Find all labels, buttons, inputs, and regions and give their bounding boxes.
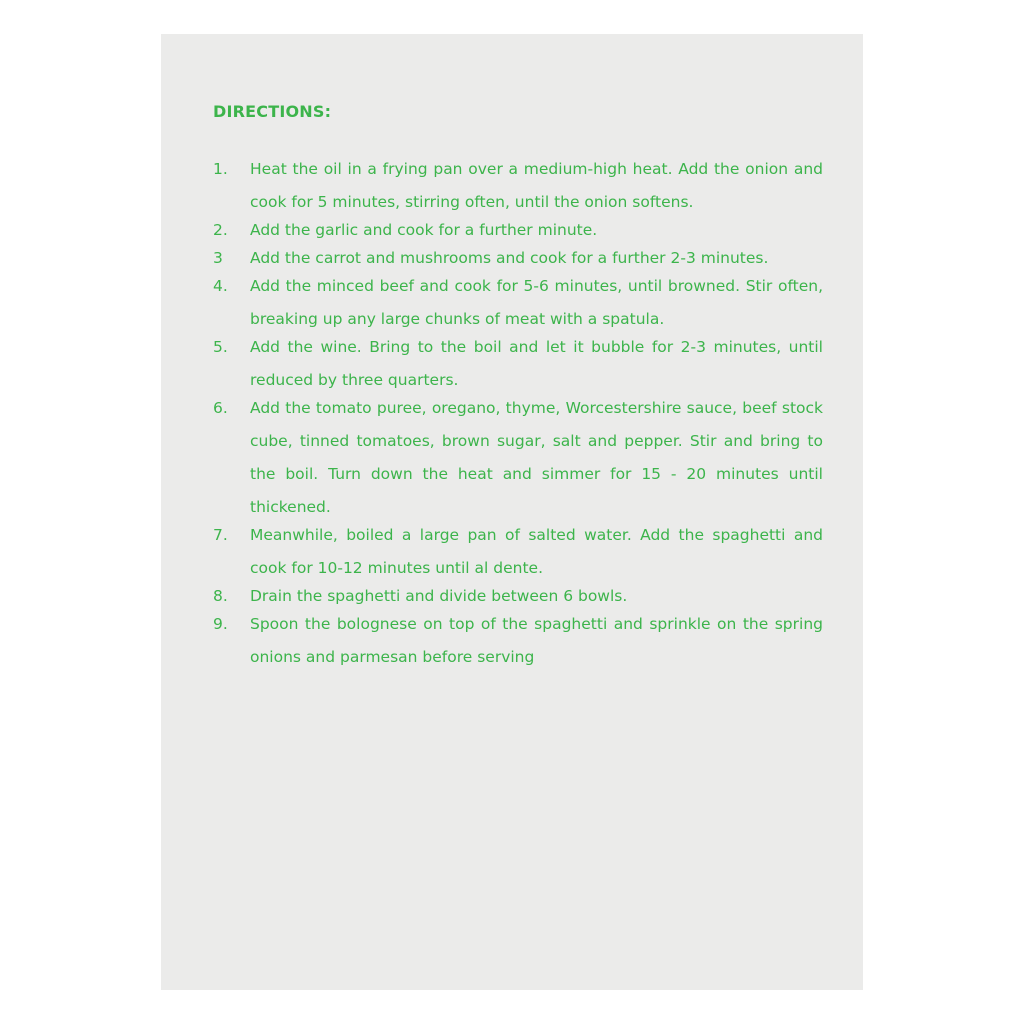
step-text: Spoon the bolognese on top of the spaghetti and sprinkle on the spring onions and parmesan before serving xyxy=(250,615,823,666)
step-number: 7. xyxy=(213,526,228,544)
step-number: 2. xyxy=(213,221,228,239)
step-number: 1. xyxy=(213,160,228,178)
step-text: Add the garlic and cook for a further minute. xyxy=(250,221,598,239)
step-text: Drain the spaghetti and divide between 6 bowls. xyxy=(250,587,628,605)
directions-list xyxy=(213,153,823,669)
document-page xyxy=(161,34,863,990)
direction-step xyxy=(213,392,823,524)
direction-step xyxy=(213,331,823,397)
step-number: 9. xyxy=(213,615,228,633)
direction-step xyxy=(213,519,823,585)
step-text: Add the tomato puree, oregano, thyme, Worcestershire sauce, beef stock cube, tinned tomatoes, brown sugar, salt and pepper. Stir and bring to the boil. Turn down the heat and simmer for 15 - 20 minutes until thickened. xyxy=(250,399,823,516)
directions-heading: DIRECTIONS: xyxy=(213,102,332,121)
step-text: Meanwhile, boiled a large pan of salted water. Add the spaghetti and cook for 10-12 minutes until al dente. xyxy=(250,526,823,577)
direction-step xyxy=(213,608,823,674)
step-number: 5. xyxy=(213,338,228,356)
step-number: 6. xyxy=(213,399,228,417)
step-text: Add the carrot and mushrooms and cook for a further 2-3 minutes. xyxy=(250,249,769,267)
step-text: Add the minced beef and cook for 5-6 minutes, until browned. Stir often, breaking up any large chunks of meat with a spatula. xyxy=(250,277,823,328)
direction-step xyxy=(213,153,823,219)
direction-step xyxy=(213,270,823,336)
step-number: 8. xyxy=(213,587,228,605)
step-text: Add the wine. Bring to the boil and let it bubble for 2-3 minutes, until reduced by three quarters. xyxy=(250,338,823,389)
step-number: 4. xyxy=(213,277,228,295)
step-text: Heat the oil in a frying pan over a medium-high heat. Add the onion and cook for 5 minutes, stirring often, until the onion softens. xyxy=(250,160,823,211)
step-number: 3 xyxy=(213,249,223,267)
